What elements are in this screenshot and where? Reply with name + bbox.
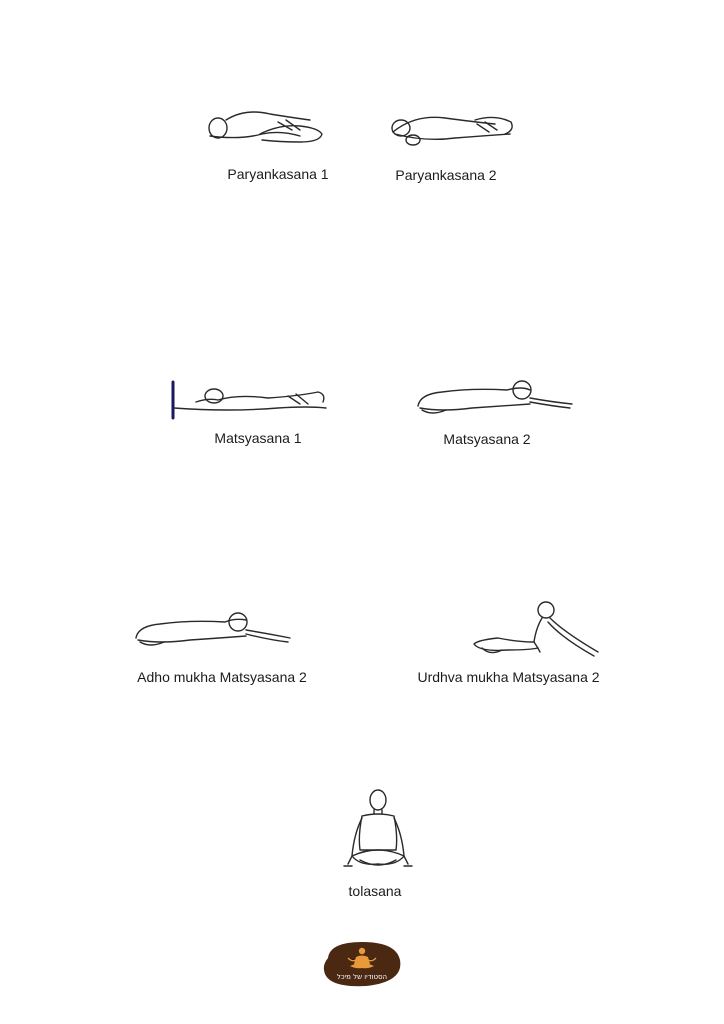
pose-label: Paryankasana 2 bbox=[395, 167, 497, 183]
pose-label: Adho mukha Matsyasana 2 bbox=[137, 669, 307, 685]
pose-figure-adho-mukha-matsyasana-2 bbox=[130, 612, 295, 652]
studio-logo bbox=[320, 938, 404, 995]
pose-figure-matsyasana-1 bbox=[168, 378, 333, 423]
pose-figure-paryankasana-2 bbox=[385, 102, 520, 152]
pose-figure-matsyasana-2 bbox=[412, 380, 577, 420]
pose-figure-urdhva-mukha-matsyasana-2 bbox=[468, 598, 608, 663]
pose-figure-paryankasana-1 bbox=[200, 100, 330, 150]
pose-label: Matsyasana 2 bbox=[443, 431, 531, 447]
pose-label: Urdhva mukha Matsyasana 2 bbox=[417, 669, 600, 685]
pose-label: Paryankasana 1 bbox=[227, 166, 329, 182]
pose-figure-tolasana bbox=[338, 786, 418, 876]
pose-label: Matsyasana 1 bbox=[214, 430, 302, 446]
logo-text: הסטודיו של מיכל bbox=[336, 973, 388, 981]
pose-label: tolasana bbox=[348, 883, 402, 899]
